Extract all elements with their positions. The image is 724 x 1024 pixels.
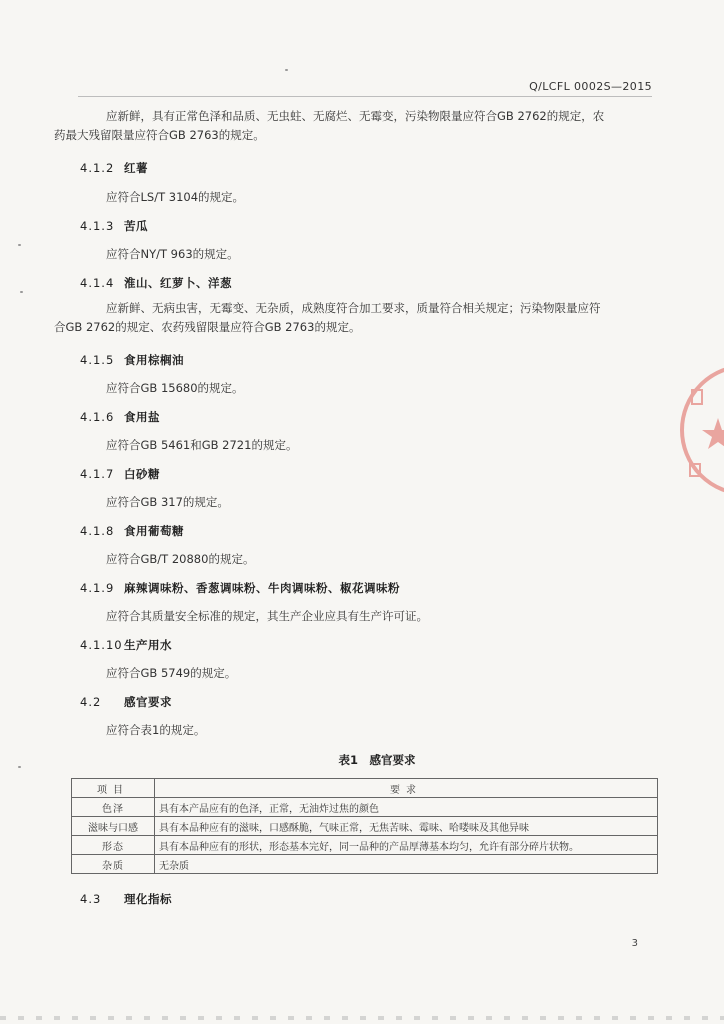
sensory-requirements-table — [71, 778, 658, 874]
scan-speck — [20, 291, 23, 293]
paragraph-line: 合GB 2762的规定、农药残留限量应符合GB 2763的规定。 — [54, 320, 361, 334]
section-text-4-1-5: 应符合GB 15680的规定。 — [106, 381, 244, 395]
section-text-4-2: 应符合表1的规定。 — [106, 723, 206, 737]
section-heading-4-1-4: 4.1.4 淮山、红萝卜、洋葱 — [80, 276, 232, 290]
section-text-4-1-2: 应符合LS/T 3104的规定。 — [106, 190, 245, 204]
section-heading-4-1-2: 4.1.2 红薯 — [80, 161, 148, 175]
section-heading-4-1-6: 4.1.6 食用盐 — [80, 410, 160, 424]
page-number: 3 — [631, 938, 638, 949]
section-text-4-1-8: 应符合GB/T 20880的规定。 — [106, 552, 255, 566]
table-cell-requirement: 具有本品种应有的滋味，口感酥脆，气味正常，无焦苦味、霉味、哈喽味及其他异味 — [155, 817, 658, 836]
table-cell-item: 色泽 — [72, 798, 155, 817]
section-heading-4-2: 4.2 感官要求 — [80, 695, 172, 709]
table-cell-item: 杂质 — [72, 855, 155, 874]
section-heading-4-1-5: 4.1.5 食用棕榈油 — [80, 353, 184, 367]
header-rule — [78, 96, 652, 97]
document-code: Q/LCFL 0002S—2015 — [529, 80, 652, 93]
section-text-4-1-4 — [54, 299, 652, 337]
section-heading-4-1-7: 4.1.7 白砂糖 — [80, 467, 160, 481]
scan-speck — [285, 69, 288, 71]
paragraph-line: 应新鲜，具有正常色泽和品质、无虫蛀、无腐烂、无霉变，污染物限量应符合GB 2762的规定，农 — [106, 109, 605, 123]
table-header-cell: 项目 — [72, 779, 155, 798]
table-cell-requirement: 无杂质 — [155, 855, 658, 874]
section-text-4-1-9: 应符合其质量安全标准的规定，其生产企业应具有生产许可证。 — [106, 609, 428, 623]
scan-edge-dots — [0, 1016, 724, 1020]
section-text-4-1-3: 应符合NY/T 963的规定。 — [106, 247, 239, 261]
section-text-4-1-10: 应符合GB 5749的规定。 — [106, 666, 237, 680]
table-cell-requirement: 具有本品种应有的形状，形态基本完好，同一品种的产品厚薄基本均匀，允许有部分碎片状物。 — [155, 836, 658, 855]
paragraph-vegetable-requirements — [54, 107, 652, 145]
section-heading-4-3: 4.3 理化指标 — [80, 892, 172, 906]
table-row — [72, 817, 658, 836]
scan-speck — [18, 244, 21, 246]
table-caption: 表1 感官要求 — [338, 753, 416, 767]
table-row — [72, 836, 658, 855]
scan-speck — [18, 766, 21, 768]
paragraph-line: 药最大残留限量应符合GB 2763的规定。 — [54, 128, 265, 142]
table-cell-item: 滋味与口感 — [72, 817, 155, 836]
table-cell-item: 形态 — [72, 836, 155, 855]
red-seal-stamp-icon — [676, 360, 724, 500]
table-header-cell: 要求 — [155, 779, 658, 798]
paragraph-line: 应新鲜、无病虫害，无霉变、无杂质，成熟度符合加工要求，质量符合相关规定；污染物限量应符 — [106, 301, 601, 315]
section-heading-4-1-10: 4.1.10生产用水 — [80, 638, 172, 652]
section-text-4-1-7: 应符合GB 317的规定。 — [106, 495, 229, 509]
table-header-row — [72, 779, 658, 798]
section-text-4-1-6: 应符合GB 5461和GB 2721的规定。 — [106, 438, 298, 452]
table-row — [72, 855, 658, 874]
section-heading-4-1-9: 4.1.9 麻辣调味粉、香葱调味粉、牛肉调味粉、椒花调味粉 — [80, 581, 400, 595]
table-row — [72, 798, 658, 817]
section-heading-4-1-3: 4.1.3 苦瓜 — [80, 219, 148, 233]
table-cell-requirement: 具有本产品应有的色泽，正常，无油炸过焦的颜色 — [155, 798, 658, 817]
section-heading-4-1-8: 4.1.8 食用葡萄糖 — [80, 524, 184, 538]
